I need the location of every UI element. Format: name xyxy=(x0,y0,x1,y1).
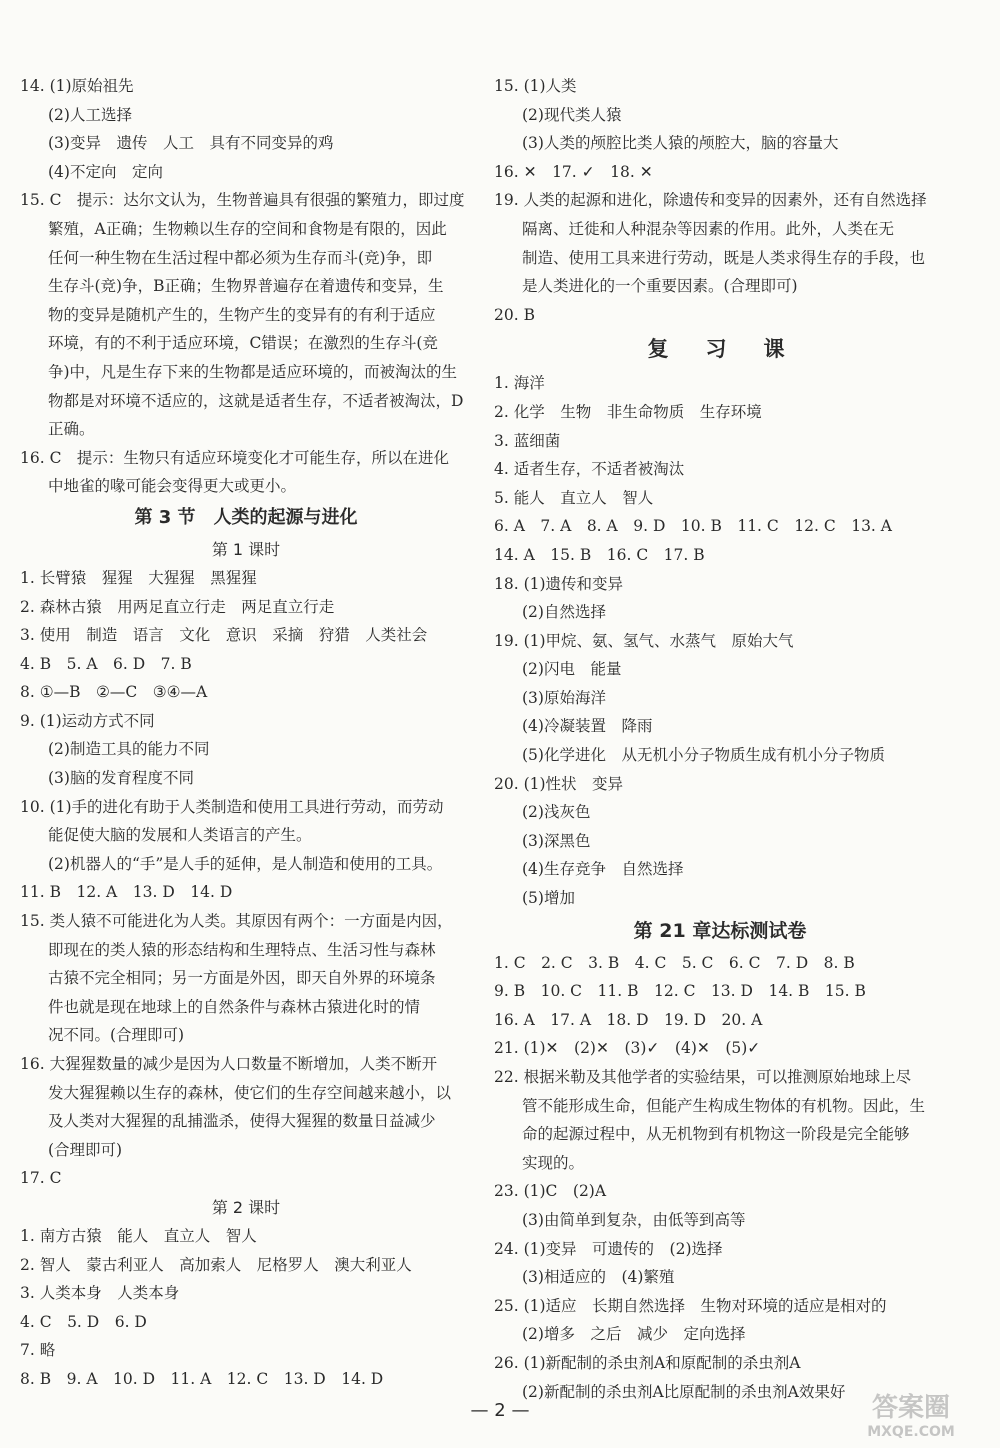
answer-q15: 生存斗(竞)争，B正确；生物界普遍存在着遗传和变异，生 xyxy=(48,277,444,296)
answer-line: 8. ①—B ②—C ③④—A xyxy=(20,683,208,702)
answer-line: 1. 南方古猿 能人 直立人 智人 xyxy=(20,1226,257,1245)
answer-q16b: 及人类对大猩猩的乱捕滥杀，使得大猩猩的数量日益减少 xyxy=(48,1112,436,1131)
answer-line: 3. 蓝细菌 xyxy=(494,431,561,450)
answer-line: 4. 适者生存，不适者被淘汰 xyxy=(494,460,685,479)
answer-q20: (3)深黑色 xyxy=(522,831,591,850)
answer-q15: 争)中，凡是生存下来的生物都是适应环境的，而被淘汰的生 xyxy=(48,362,458,381)
answer-q20: 20. (1)性状 变异 xyxy=(494,774,624,793)
lesson-title: 第 2 课时 xyxy=(211,1197,281,1217)
answer-line: 1. 海洋 xyxy=(494,374,545,393)
answer-q19r: 是人类进化的一个重要因素。(合理即可) xyxy=(522,277,798,296)
answer-line: 4. C 5. D 6. D xyxy=(20,1312,147,1331)
answer-q19r: 制造、使用工具来进行劳动，既是人类求得生存的手段，也 xyxy=(522,248,926,267)
answer-q15b: 件也就是现在地球上的自然条件与森林古猿进化时的情 xyxy=(48,997,421,1016)
right-column xyxy=(494,72,946,1406)
answer-line: 2. 化学 生物 非生命物质 生存环境 xyxy=(494,402,762,421)
watermark-logo xyxy=(836,1386,986,1440)
watermark-line2: MXQE.COM xyxy=(867,1424,955,1440)
answer-q15: 物都是对环境不适应的，这就是适者生存，不适者被淘汰，D xyxy=(48,391,464,410)
answer-q26: (2)新配制的杀虫剂A比原配制的杀虫剂A效果好 xyxy=(522,1382,846,1401)
answer-line: 1. C 2. C 3. B 4. C 5. C 6. C 7. D 8. B xyxy=(494,953,855,972)
answer-line: 21. (1)✕ (2)✕ (3)✓ (4)✕ (5)✓ xyxy=(494,1039,761,1058)
answer-q15b: 15. 类人猿不可能进化为人类。其原因有两个：一方面是内因， xyxy=(20,912,453,931)
answer-line: 9. (1)运动方式不同 xyxy=(20,711,155,730)
answer-q16b: (合理即可) xyxy=(48,1140,123,1159)
answer-line: 2. 智人 蒙古利亚人 高加索人 尼格罗人 澳大利亚人 xyxy=(20,1255,412,1274)
answer-q15b: 况不同。(合理即可) xyxy=(48,1026,185,1045)
answer-q14: (4)不定向 定向 xyxy=(48,162,163,181)
answer-q15b: 古猿不完全相同；另一方面是外因，即天自外界的环境条 xyxy=(48,969,436,988)
answer-q25: (2)增多 之后 减少 定向选择 xyxy=(522,1325,746,1344)
answer-q9: (3)脑的发育程度不同 xyxy=(48,769,194,788)
answer-line: 5. 能人 直立人 智人 xyxy=(494,488,654,507)
answer-q11: 11. B 12. A 13. D 14. D xyxy=(20,883,233,902)
answer-q19r: 19. 人类的起源和进化，除遗传和变异的因素外，还有自然选择 xyxy=(494,191,927,210)
answer-q16b: 16. 大猩猩数量的减少是因为人口数量不断增加，人类不断开 xyxy=(20,1055,438,1073)
answer-q22: 管不能形成生命，但能产生构成生物体的有机物。因此，生 xyxy=(522,1096,926,1115)
answer-line: 8. B 9. A 10. D 11. A 12. C 13. D 14. D xyxy=(20,1369,384,1388)
answer-q16r: 16. ✕ 17. ✓ 18. ✕ xyxy=(494,162,653,181)
answer-q9: (2)制造工具的能力不同 xyxy=(48,740,210,759)
answer-q15r: (2)现代类人猿 xyxy=(522,105,622,124)
answer-q16: 中地雀的喙可能会变得更大或更小。 xyxy=(48,477,297,496)
answer-q25: 25. (1)适应 长期自然选择 生物对环境的适应是相对的 xyxy=(494,1296,887,1315)
answer-q22: 命的起源过程中，从无机物到有机物这一阶段是完全能够 xyxy=(522,1125,910,1144)
answer-q19: (3)原始海洋 xyxy=(522,688,606,707)
answer-q10: 能促使大脑的发展和人类语言的产生。 xyxy=(48,826,312,845)
answer-q24: (3)相适应的 (4)繁殖 xyxy=(522,1268,675,1287)
page-number: — 2 — xyxy=(470,1400,530,1421)
answer-q15: 繁殖，A正确；生物赖以生存的空间和食物是有限的，因此 xyxy=(48,219,447,238)
test-title: 第 21 章达标测试卷 xyxy=(633,919,807,942)
left-column-body xyxy=(20,72,472,1394)
answer-line: 2. 森林古猿 用两足直立行走 两足直立行走 xyxy=(20,597,335,616)
left-column xyxy=(20,72,472,1394)
answer-q19: 19. (1)甲烷、氨、氢气、水蒸气 原始大气 xyxy=(494,631,794,650)
answer-line: 18. (1)遗传和变异 xyxy=(494,574,624,593)
answer-q19r: 隔离、迁徙和人种混杂等因素的作用。此外，人类在无 xyxy=(522,219,895,238)
review-title: 复 习 课 xyxy=(647,337,793,362)
answer-q15: 环境，有的不利于适应环境，C错误；在激烈的生存斗(竞 xyxy=(48,334,438,353)
right-column-body xyxy=(494,72,946,1406)
answer-line: 16. A 17. A 18. D 19. D 20. A xyxy=(494,1010,763,1029)
answer-q20: (5)增加 xyxy=(522,889,575,908)
answer-q10: (2)机器人的“手”是人手的延伸，是人制造和使用的工具。 xyxy=(48,854,443,873)
watermark-line1: 答案圈 xyxy=(871,1393,951,1423)
answer-q15: 正确。 xyxy=(48,420,95,439)
answer-q22: 22. 根据米勒及其他学者的实验结果，可以推测原始地球上尽 xyxy=(494,1068,912,1086)
answer-line: 3. 人类本身 人类本身 xyxy=(20,1284,180,1303)
answer-line: 6. A 7. A 8. A 9. D 10. B 11. C 12. C 13. A xyxy=(494,517,892,536)
answer-q17: 17. C xyxy=(20,1169,62,1188)
answer-q20: (4)生存竞争 自然选择 xyxy=(522,860,684,879)
answer-q16: 16. C 提示：生物只有适应环境变化才可能生存，所以在进化 xyxy=(20,448,449,467)
answer-q22: 实现的。 xyxy=(522,1153,585,1172)
answer-q14: (3)变异 遗传 人工 具有不同变异的鸡 xyxy=(48,134,334,153)
answer-q23: 23. (1)C (2)A xyxy=(494,1182,607,1201)
answer-q19: (2)闪电 能量 xyxy=(522,660,622,679)
answer-q15: 任何一种生物在生活过程中都必须为生存而斗(竞)争，即 xyxy=(48,248,433,267)
answer-q15b: 即现在的类人猿的形态结构和生理特点、生活习性与森林 xyxy=(48,940,436,959)
section-title: 第 3 节 人类的起源与进化 xyxy=(134,506,358,528)
answer-q20r: 20. B xyxy=(494,305,535,324)
answer-q19: (4)冷凝装置 降雨 xyxy=(522,717,653,736)
answer-q15r: 15. (1)人类 xyxy=(494,77,577,95)
answer-q15: 15. C 提示：达尔文认为，生物普遍具有很强的繁殖力，即过度 xyxy=(20,191,465,210)
answer-line: 14. A 15. B 16. C 17. B xyxy=(494,545,705,564)
answer-line: 9. B 10. C 11. B 12. C 13. D 14. B 15. B xyxy=(494,982,866,1001)
answer-line: 3. 使用 制造 语言 文化 意识 采摘 狩猎 人类社会 xyxy=(20,626,428,645)
answer-q14: 14. (1)原始祖先 xyxy=(20,77,134,95)
answer-q14: (2)人工选择 xyxy=(48,105,132,124)
answer-q15: 物的变异是随机产生的，生物产生的变异有的有利于适应 xyxy=(48,305,436,324)
answer-q23: (3)由简单到复杂，由低等到高等 xyxy=(522,1210,746,1229)
answer-q18: (2)自然选择 xyxy=(522,603,606,622)
answer-line: 7. 略 xyxy=(20,1341,56,1360)
answer-line: 4. B 5. A 6. D 7. B xyxy=(20,654,192,673)
answer-line: 1. 长臂猿 猩猩 大猩猩 黑猩猩 xyxy=(20,568,257,587)
answer-q19: (5)化学进化 从无机小分子物质生成有机小分子物质 xyxy=(522,746,885,765)
answer-q16b: 发大猩猩赖以生存的森林，使它们的生存空间越来越小，以 xyxy=(48,1083,452,1102)
answer-q10: 10. (1)手的进化有助于人类制造和使用工具进行劳动，而劳动 xyxy=(20,797,444,816)
answer-q20: (2)浅灰色 xyxy=(522,803,591,822)
answer-q24: 24. (1)变异 可遗传的 (2)选择 xyxy=(494,1239,723,1258)
answer-q26: 26. (1)新配制的杀虫剂A和原配制的杀虫剂A xyxy=(494,1353,801,1372)
lesson-title: 第 1 课时 xyxy=(211,539,281,559)
answer-q15r: (3)人类的颅腔比类人猿的颅腔大，脑的容量大 xyxy=(522,134,839,153)
